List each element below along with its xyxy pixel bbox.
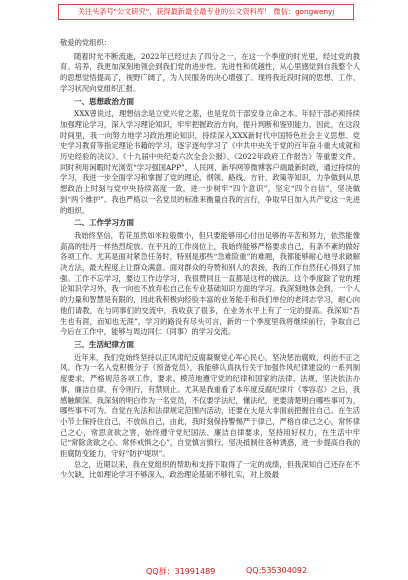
- document-body: [60, 38, 360, 481]
- promo-banner[interactable]: 关注头条号"公文研究"，获得最新最全最专业的公文资料库！ 微信：gongwenyj: [58, 4, 354, 20]
- section-heading-discipline: 三、生活纪律方面: [74, 339, 134, 349]
- ideology-paragraph: XXX曾说过，理想信念是立党兴党之基，也是党员干部安身立命之本。年轻干部必须持续加强理论学习，深入学习理论知识，牢牢把握政治方向，提升判断和鉴别能力。因此，在这段时间里，我一向努力地学习政治理论知识，持续深入XXX新时代中国特色社会主义思想、党史学习教育等指定理论书籍的学习，逐字逐句学习了《中共中央关于党的百年奋斗重大成就和历史经验的决议》、《十九届中央纪委六次全会公报》、《2022年政府工作报告》等重要文件。同时利用闲暇时光浏览“学习强国APP”、人民网、新华网等微博客户端最新时政，通过持续的学习，我进一步全面学习和掌握了党的理论、纲领、路线、方针、政策等知识，力争做到从思想政治上时刻与党中央持续高度一致，进一步树牢“四个意识”，坚定“四个自信”，坚决做到“两个维护”。我也严格以一名党员的标准来衡量自我的言行，争取早日加入共产党这一先进的组织。: [60, 109, 360, 215]
- qq-group-number: QQ群：31991489: [146, 567, 216, 576]
- discipline-paragraph: 近年来，我们党始终坚持以正风肃纪反腐凝聚党心军心民心，坚决惩治腐败，纠治不正之风。作为一名入党积极分子（预备党员），我能够认真执行关于加强作风纪律建设的一系列制度要求，严格规范各项工作，要求。模范地遵守党的纪律和国家的法律、法规，坚决依法办事，廉洁自律，有令则行，有禁则止。尤其是我重看了本年度反腐纪律片《零容忍》之后，我感触颇深。我深刻的明白作为一名党员，不仅要学法纪，懂法纪，更要清楚明白哪些事可为，哪些事不可为。自觉在先法和法律规定范围内活动，还要在大是大非面前把握住自己。在生活小节上保持住自己，不放纵自己，由此，我时刻保持警惕严于律己，严格自律己之心，常怀律己之心，常思贪欲之害，始终遵守党纪国法、廉洁自律要求，坚持用好权力，在生活中牢记“常除贪欲之心、常怀戒惧之心”，自觉慎言慎行，坚决抵制住各种诱惑，进一步提高自我的拒腐防变能力，守好“防护堤坝”。: [60, 352, 360, 459]
- qq-contact-number: QQ:535304092: [246, 566, 308, 575]
- section-heading-work-study: 二、工作学习方面: [74, 218, 134, 228]
- intro-paragraph: 随着时光不断流逝，2022年已经过去了四分之一，在这一个季度的时光里，经过党的教育、培养，我更加深刻地领会到我们党的进步性、先进性和优越性，从心里感觉到自我整个人的思想觉悟提高了，视野广阔了，为人民服务的决心增强了。现将我近段时间的思想、工作、学习状况向党组织汇报。: [60, 51, 360, 93]
- work-study-paragraph: 我始终坚信，若花虽然如米粒般微小，但只要能够用心付出足够的辛苦和努力，依然能像高高的牡丹一样热烈绽放。在平凡的工作岗位上，我始终能够严格要求自己，有条不紊的做好各项工作。尤其是面对紧急任务时，特别是那些“急难险重”的难题，我都能够耐心地寻求破解决方法，最大程度上让群众满意。面对群众的夸赞和别人的表扬，我的工作自然任心得到了加强。工作不忘学习，要边工作边学习，我很赞同且一直都是这样的做法。这个季度除了党的理论知识学习外，我一向也不放弃松自己在专业基础知识方面的学习。我深刻地体会到，一个人的力量和智慧是有限的，因此我积极向经验丰富的业务能手和我们单位的老同志学习，耐心向他们请教，在与同事们的交流中，我收获了很多，在业务水平上有了一定的提高。我深知“吾生也有涯，而知也无涯”，学习的路没有尽头可言，新的一个季度里我将继续前行，争取自己今后在工作中，能够与周边同仁（同事）的学习交流。: [60, 230, 360, 337]
- summary-paragraph: 总之，近期以来，我在党组织的帮助和支持下取得了一定的成绩，但我深知自己还存在不少欠缺，比如理论学习不够深入，政治理论基础不够扎实，对上级最: [60, 459, 360, 480]
- section-heading-ideology: 一、思想政治方面: [74, 96, 134, 106]
- salutation: 敬爱的党组织：: [60, 38, 112, 47]
